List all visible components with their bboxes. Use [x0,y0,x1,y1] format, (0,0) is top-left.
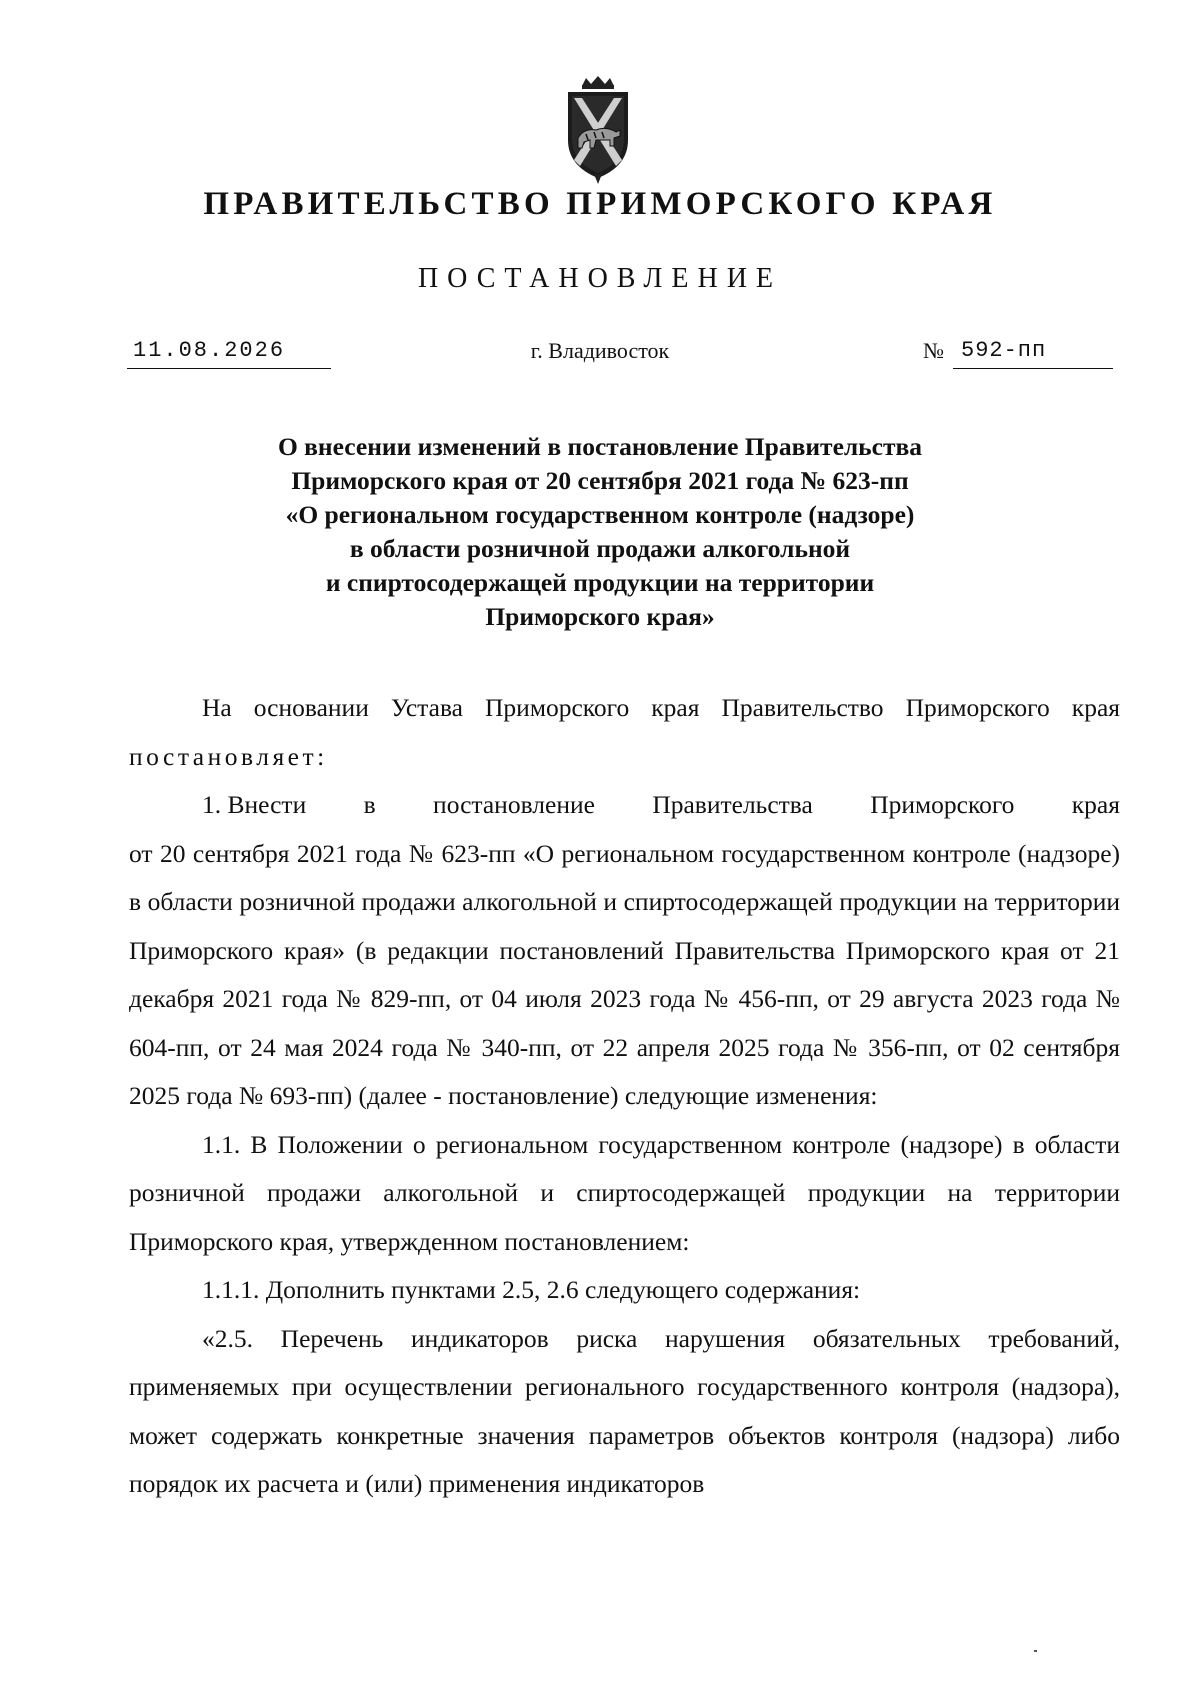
title-line: «О региональном государственном контроле (надзоре) [285,500,915,529]
word: Правительства [652,790,813,819]
paragraph-1-rest: от 20 сентября 2021 года № 623-пп «О региональном государственном контроле (надзоре) в области розничной продажи алкогольной и спиртосодержащей продукции на территории Приморского края» (в редакции постановлений Правительства Приморского края от 21 декабря 2021 года № 829-пп, от 04 июля 2023 года № 456-пп, от 29 августа 2023 года № 604-пп, от 24 мая 2024 года № 340-пп, от 22 апреля 2025 года № 356-пп, от 02 сентября 2025 года № 693-пп) (далее - постановление) следующие изменения: [129,838,1120,1110]
word: постановление [433,790,595,819]
title-line: О внесении изменений в постановление Правительства [277,432,923,461]
paragraph-2-5: «2.5. Перечень индикаторов риска нарушения обязательных требований, применяемых при осуществлении регионального государственного контроля (надзора), может содержать конкретные значения параметров объектов контроля (надзора) либо порядок их расчета и (или) применения индикаторов [129,1323,1120,1498]
document-date: 11.08.2026 [127,338,331,369]
scan-speck [1034,1650,1037,1652]
resolves-word: постановляет: [129,741,328,771]
preamble-text: На основании Устава Приморского края Правительство Приморского края [202,693,1120,722]
word: края [1071,790,1120,819]
document-body [129,684,1120,1509]
paragraph-1-1-1: 1.1.1. Дополнить пунктами 2.5, 2.6 следующего содержания: [202,1275,861,1304]
title-line: в области розничной продажи алкогольной [349,534,851,563]
government-name: ПРАВИТЕЛЬСТВО ПРИМОРСКОГО КРАЯ [203,186,997,222]
coat-of-arms-emblem [566,74,630,186]
paragraph-preamble [129,684,1120,781]
word: 1. Внести [202,790,307,819]
word: в [363,790,376,819]
document-number: 592-пп [953,338,1113,369]
document-title [0,430,1200,634]
title-line: Приморского края от 20 сентября 2021 года № 623-пп [291,466,909,495]
title-line: Приморского края» [485,602,715,631]
word: Приморского [870,790,1015,819]
title-line: и спиртосодержащей продукции на территории [325,568,875,597]
document-type: ПОСТАНОВЛЕНИЕ [417,263,783,294]
document-city: г. Владивосток [530,338,670,363]
paragraph-1-first-line [129,781,1120,830]
paragraph-1-1: 1.1. В Положении о региональном государственном контроле (надзоре) в области розничной продажи алкогольной и спиртосодержащей продукции на территории Приморского края, утвержденном постановлением: [129,1129,1120,1256]
number-sign: № [923,338,944,363]
